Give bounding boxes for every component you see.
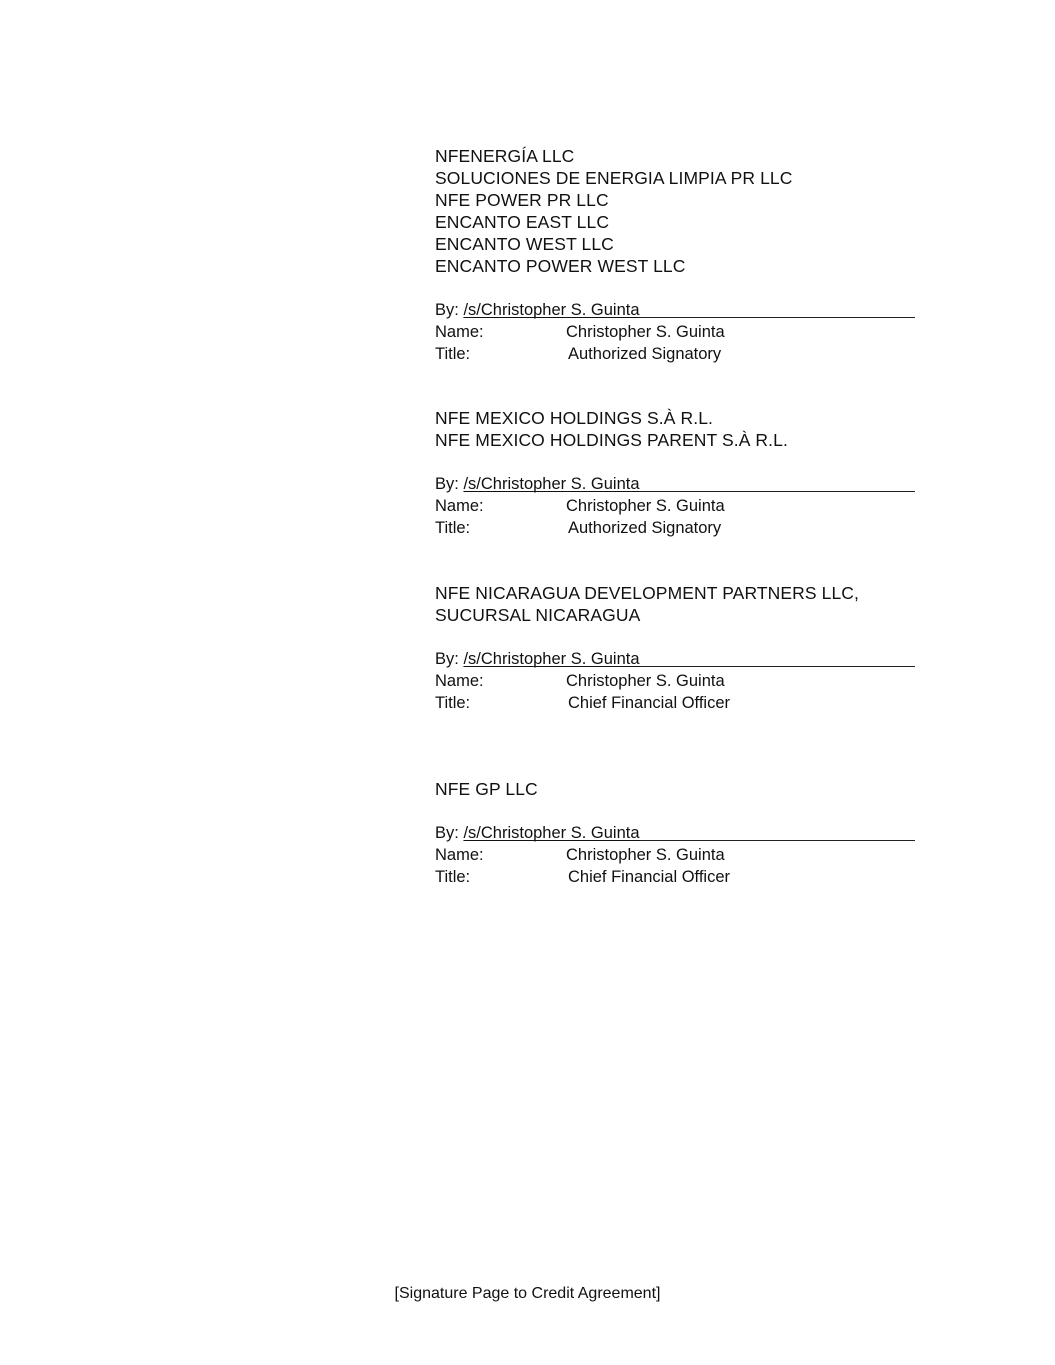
title-field xyxy=(435,692,915,714)
name-value: Christopher S. Guinta xyxy=(566,323,725,341)
entity-name: NFE NICARAGUA DEVELOPMENT PARTNERS LLC, xyxy=(435,583,860,603)
signature-text: /s/Christopher S. Guinta xyxy=(463,475,640,493)
name-value: Christopher S. Guinta xyxy=(566,846,725,864)
title-label: Title: xyxy=(435,519,471,537)
name-field xyxy=(435,670,915,692)
entity-name: NFENERGÍA LLC xyxy=(435,146,575,166)
signature-line xyxy=(435,299,915,321)
title-label: Title: xyxy=(435,694,471,712)
signature-line xyxy=(435,473,915,495)
name-label: Name: xyxy=(435,497,484,515)
title-value: Chief Financial Officer xyxy=(568,694,731,712)
signature-text: /s/Christopher S. Guinta xyxy=(463,650,640,668)
entity-name: NFE GP LLC xyxy=(435,779,538,799)
by-label: By: xyxy=(435,650,459,668)
page-footer: [Signature Page to Credit Agreement] xyxy=(394,1285,661,1302)
title-field xyxy=(435,866,915,888)
signature-block-3 xyxy=(435,582,915,714)
by-label: By: xyxy=(435,475,459,493)
name-label: Name: xyxy=(435,672,484,690)
name-label: Name: xyxy=(435,846,484,864)
signature-line xyxy=(435,822,915,844)
entity-name: ENCANTO WEST LLC xyxy=(435,234,614,254)
signature-line xyxy=(435,648,915,670)
signature-text: /s/Christopher S. Guinta xyxy=(463,824,640,842)
entity-name: ENCANTO EAST LLC xyxy=(435,212,610,232)
title-label: Title: xyxy=(435,868,471,886)
entity-name: ENCANTO POWER WEST LLC xyxy=(435,256,686,276)
signature-block-2 xyxy=(435,407,915,539)
name-field xyxy=(435,844,915,866)
title-value: Authorized Signatory xyxy=(568,345,722,363)
name-value: Christopher S. Guinta xyxy=(566,672,725,690)
title-field xyxy=(435,517,915,539)
by-label: By: xyxy=(435,301,459,319)
signature-block-4 xyxy=(435,778,915,888)
signature-block-1 xyxy=(435,145,915,365)
name-field xyxy=(435,321,915,343)
entity-name: SUCURSAL NICARAGUA xyxy=(435,605,641,625)
name-value: Christopher S. Guinta xyxy=(566,497,725,515)
entity-name: NFE POWER PR LLC xyxy=(435,190,609,210)
signature-text: /s/Christopher S. Guinta xyxy=(463,301,640,319)
title-label: Title: xyxy=(435,345,471,363)
by-label: By: xyxy=(435,824,459,842)
entity-name: SOLUCIONES DE ENERGIA LIMPIA PR LLC xyxy=(435,168,793,188)
title-field xyxy=(435,343,915,365)
title-value: Chief Financial Officer xyxy=(568,868,731,886)
entity-name: NFE MEXICO HOLDINGS S.À R.L. xyxy=(435,408,713,428)
title-value: Authorized Signatory xyxy=(568,519,722,537)
name-label: Name: xyxy=(435,323,484,341)
name-field xyxy=(435,495,915,517)
entity-name: NFE MEXICO HOLDINGS PARENT S.À R.L. xyxy=(435,430,788,450)
